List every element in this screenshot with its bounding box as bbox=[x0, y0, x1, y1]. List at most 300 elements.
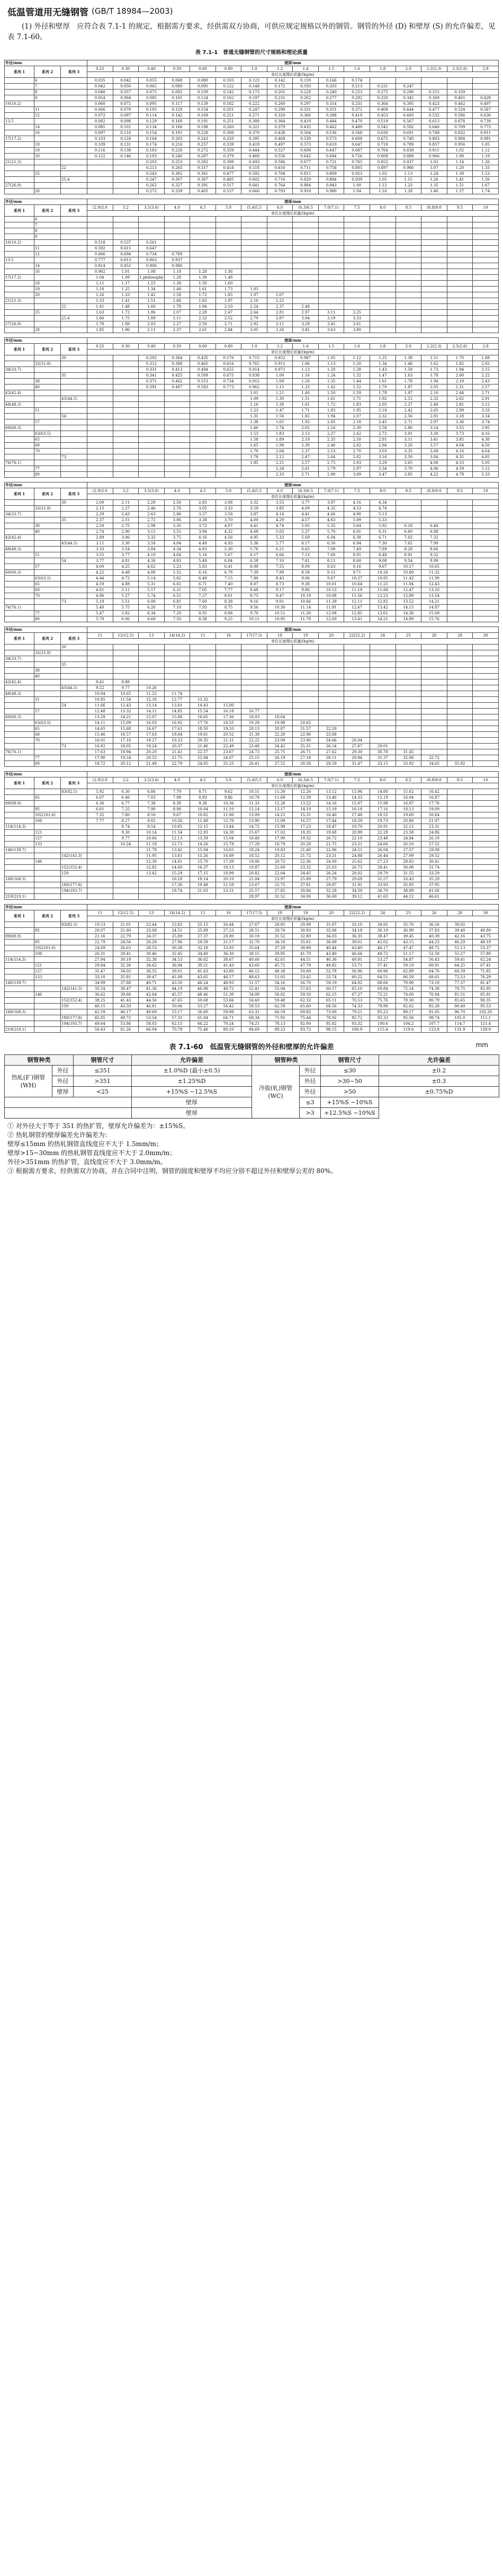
mass-cell bbox=[139, 234, 165, 240]
od-cell bbox=[34, 980, 61, 986]
mass-cell bbox=[447, 662, 473, 668]
table-row bbox=[5, 755, 499, 761]
mass-cell: 8.43 bbox=[267, 576, 293, 582]
od-cell: 30 bbox=[61, 355, 87, 361]
mass-cell: 5.05 bbox=[293, 523, 319, 529]
mass-cell: 2.46 bbox=[318, 443, 344, 449]
mass-cell bbox=[396, 703, 421, 709]
table-row bbox=[5, 101, 499, 107]
mass-cell: 36.55 bbox=[139, 969, 165, 974]
mass-cell bbox=[293, 252, 319, 257]
mass-cell: 6.31 bbox=[164, 587, 190, 593]
mass-cell bbox=[447, 611, 473, 616]
mass-cell: 0.655 bbox=[215, 367, 241, 373]
mass-cell bbox=[267, 269, 293, 275]
mass-cell: 0.962 bbox=[87, 269, 113, 275]
mass-cell: 68.66 bbox=[370, 980, 396, 986]
table-row bbox=[5, 517, 499, 523]
mass-cell: 29.74 bbox=[267, 928, 293, 934]
mass-cell bbox=[447, 316, 473, 321]
mass-cell: 0.939 bbox=[344, 177, 370, 183]
mass-cell: 11.33 bbox=[241, 801, 267, 807]
table-row bbox=[5, 650, 499, 656]
mass-cell: 12.13 bbox=[164, 836, 190, 842]
mass-cell: 10.85 bbox=[164, 824, 190, 830]
wall-thickness-header: 24 bbox=[370, 633, 396, 639]
mass-cell: 0.918 bbox=[293, 189, 319, 194]
mass-cell: 5.30 bbox=[215, 547, 241, 552]
od-cell: 159 bbox=[61, 1004, 87, 1009]
od-cell bbox=[34, 558, 61, 564]
od-cell: 11 bbox=[34, 107, 61, 113]
od-cell: 76(76.1) bbox=[5, 605, 34, 611]
od-cell bbox=[5, 107, 34, 113]
mass-cell: 0.592 bbox=[241, 171, 267, 177]
mass-cell bbox=[113, 431, 139, 437]
mass-cell bbox=[87, 234, 113, 240]
mass-cell bbox=[344, 252, 370, 257]
od-cell bbox=[61, 292, 87, 298]
mass-cell: 21.31 bbox=[215, 738, 241, 744]
od-cell bbox=[61, 523, 87, 529]
mass-cell: 35.54 bbox=[87, 986, 113, 992]
mass-cell: 23.48 bbox=[241, 744, 267, 749]
mass-cell: 1.04 bbox=[344, 189, 370, 194]
mass-cell: 16.18 bbox=[215, 709, 241, 714]
mass-cell bbox=[139, 662, 165, 668]
od-cell bbox=[5, 165, 34, 171]
mass-cell bbox=[447, 709, 473, 714]
mass-cell: 2.75 bbox=[318, 460, 344, 466]
mass-header: 单位长度理论质量/(kg/m) bbox=[87, 783, 499, 789]
wall-thickness-header: 11 bbox=[87, 910, 113, 916]
mass-cell bbox=[344, 281, 370, 287]
mass-cell bbox=[421, 263, 447, 269]
mass-cell: 1.43 bbox=[370, 367, 396, 373]
mass-cell bbox=[293, 281, 319, 287]
mass-cell: 10.18 bbox=[293, 593, 319, 599]
mass-cell: 68.34 bbox=[241, 1015, 267, 1021]
mass-cell: 16.37 bbox=[190, 865, 216, 871]
mass-cell: 14.21 bbox=[267, 812, 293, 818]
mass-cell bbox=[447, 818, 473, 824]
od-cell bbox=[34, 679, 61, 685]
mass-cell: 6.51 bbox=[164, 593, 190, 599]
mass-cell: 25.62 bbox=[344, 859, 370, 865]
mass-cell: 0.980 bbox=[318, 189, 344, 194]
mass-cell: 6.17 bbox=[293, 541, 319, 547]
mass-cell bbox=[344, 726, 370, 732]
mass-cell: 7.05 bbox=[190, 587, 216, 593]
mass-cell bbox=[293, 668, 319, 674]
mass-cell: 76.94 bbox=[421, 992, 447, 998]
mass-cell: 45.72 bbox=[267, 963, 293, 969]
mass-cell bbox=[473, 246, 499, 252]
mass-cell bbox=[473, 674, 499, 679]
mass-cell: 20.52 bbox=[215, 732, 241, 738]
mass-cell: 2.29 bbox=[139, 500, 165, 506]
mass-cell: 1.09 bbox=[241, 396, 267, 402]
mass-cell: 3.95 bbox=[473, 425, 499, 431]
mass-cell: 10.51 bbox=[241, 789, 267, 795]
mass-cell: 0.312 bbox=[139, 361, 165, 367]
od-cell bbox=[5, 928, 34, 934]
mass-cell: 23.21 bbox=[344, 842, 370, 847]
mass-cell bbox=[421, 240, 447, 246]
mass-cell: 1.50 bbox=[318, 390, 344, 396]
mass-cell: 6.00 bbox=[139, 599, 165, 605]
mass-cell: 0.095 bbox=[190, 84, 216, 90]
mass-cell bbox=[113, 437, 139, 443]
mass-cell bbox=[164, 425, 190, 431]
od-cell bbox=[34, 645, 61, 650]
mass-cell: 1.94 bbox=[421, 379, 447, 384]
od-cell: 194(193.7) bbox=[61, 888, 87, 894]
mass-cell bbox=[164, 390, 190, 396]
mass-cell: 4.32 bbox=[318, 506, 344, 512]
od-cell bbox=[34, 512, 61, 517]
mass-cell: 4.04 bbox=[164, 541, 190, 547]
mass-cell: 0.035 bbox=[87, 78, 113, 84]
mass-cell: 4.04 bbox=[447, 443, 473, 449]
tolerance-value: ±1.0%D (最小±0.5) bbox=[132, 1066, 252, 1076]
mass-cell bbox=[421, 310, 447, 316]
od-cell bbox=[34, 744, 61, 749]
mass-cell bbox=[421, 281, 447, 287]
mass-cell: 3.33 bbox=[215, 506, 241, 512]
mass-cell: 1.14 bbox=[447, 159, 473, 165]
mass-cell bbox=[318, 691, 344, 697]
mass-cell bbox=[396, 263, 421, 269]
od-cell: 68 bbox=[34, 732, 61, 738]
mass-cell: 1.16 bbox=[293, 373, 319, 379]
mass-cell bbox=[267, 217, 293, 222]
table-row bbox=[5, 177, 499, 183]
od-cell bbox=[5, 709, 34, 714]
mass-cell: 48.72 bbox=[421, 945, 447, 951]
mass-cell: 0.222 bbox=[241, 101, 267, 107]
mass-cell: 3.55 bbox=[87, 552, 113, 558]
mass-cell: 0.054 bbox=[87, 95, 113, 101]
mass-cell: 50.68 bbox=[190, 998, 216, 1004]
table-row bbox=[5, 367, 499, 373]
mass-cell: 17.02 bbox=[267, 830, 293, 836]
od-cell bbox=[5, 645, 34, 650]
od-cell bbox=[34, 1009, 61, 1015]
mass-cell: 0.247 bbox=[396, 84, 421, 90]
mass-cell: 34.06 bbox=[293, 894, 319, 900]
mass-cell bbox=[396, 217, 421, 222]
mass-cell bbox=[447, 582, 473, 587]
mass-cell bbox=[370, 257, 396, 263]
od-cell bbox=[5, 414, 34, 419]
mass-cell: 2.57 bbox=[473, 384, 499, 390]
mass-cell: 7.30 bbox=[370, 541, 396, 547]
mass-cell bbox=[447, 650, 473, 656]
mass-cell: 13.44 bbox=[215, 824, 241, 830]
mass-cell bbox=[267, 246, 293, 252]
od-cell bbox=[5, 587, 34, 593]
mass-cell: 2.81 bbox=[370, 437, 396, 443]
mass-cell: 62.59 bbox=[267, 1004, 293, 1009]
mass-cell: 0.444 bbox=[396, 107, 421, 113]
mass-cell: 3.15 bbox=[139, 529, 165, 535]
mass-cell: 106.9 bbox=[344, 1027, 370, 1033]
mass-cell: 40.15 bbox=[87, 1004, 113, 1009]
od-cell: 60(60.3) bbox=[5, 425, 34, 431]
mass-cell: 1.13 bbox=[318, 361, 344, 367]
mass-cell bbox=[473, 894, 499, 900]
mass-cell: 0.085 bbox=[139, 95, 165, 101]
series-header-2: 系列 2 bbox=[34, 777, 61, 789]
mass-cell bbox=[421, 656, 447, 662]
od-cell bbox=[61, 587, 87, 593]
table-row bbox=[5, 957, 499, 963]
mass-cell: 56.43 bbox=[87, 1027, 113, 1033]
mass-cell bbox=[370, 709, 396, 714]
mass-cell: 26.44 bbox=[370, 853, 396, 859]
wall-thickness-header: 4.0 bbox=[164, 488, 190, 494]
od-cell: 142(141.3) bbox=[61, 986, 87, 992]
mass-cell bbox=[293, 228, 319, 234]
mass-cell bbox=[370, 714, 396, 720]
table-row bbox=[5, 749, 499, 755]
mass-cell bbox=[164, 662, 190, 668]
mass-cell: 19.53 bbox=[87, 922, 113, 928]
mass-cell: 32.26 bbox=[113, 963, 139, 969]
mass-cell: 6.86 bbox=[139, 789, 165, 795]
dimension-range: <25 bbox=[74, 1087, 132, 1097]
mass-cell bbox=[370, 656, 396, 662]
mass-cell: 4.16 bbox=[447, 449, 473, 454]
mass-cell bbox=[473, 517, 499, 523]
mass-cell: 2.22 bbox=[473, 373, 499, 379]
mass-cell: 2.33 bbox=[267, 472, 293, 478]
mass-cell: 15.67 bbox=[241, 830, 267, 836]
mass-cell: 7.13 bbox=[293, 552, 319, 558]
mass-cell: 2.97 bbox=[344, 466, 370, 472]
mass-cell bbox=[447, 506, 473, 512]
mass-cell: 0.366 bbox=[293, 113, 319, 119]
mass-cell bbox=[164, 437, 190, 443]
mass-cell bbox=[87, 408, 113, 414]
mass-cell: 36.99 bbox=[396, 928, 421, 934]
mass-cell: 0.371 bbox=[139, 379, 165, 384]
mass-cell bbox=[241, 472, 267, 478]
mass-cell: 46.98 bbox=[190, 986, 216, 992]
table-row bbox=[5, 674, 499, 679]
mass-cell bbox=[421, 298, 447, 304]
mass-cell: 10.14 bbox=[139, 830, 165, 836]
od-cell: 21(21.3) bbox=[5, 298, 34, 304]
mass-cell bbox=[318, 668, 344, 674]
mass-cell: 2.32 bbox=[421, 396, 447, 402]
mass-cell: 25.75 bbox=[267, 749, 293, 755]
mass-cell bbox=[447, 685, 473, 691]
mass-cell bbox=[421, 228, 447, 234]
od-cell: 51 bbox=[34, 552, 61, 558]
od-cell bbox=[5, 263, 34, 269]
mass-cell: 3.80 bbox=[344, 327, 370, 333]
table-row bbox=[5, 801, 499, 807]
dimension-kind: 壁厚 bbox=[52, 1087, 74, 1097]
mass-cell: 7.20 bbox=[164, 611, 190, 616]
mass-cell bbox=[396, 506, 421, 512]
mass-cell: 1.62 bbox=[421, 361, 447, 367]
mass-cell: 22.49 bbox=[215, 744, 241, 749]
table-row bbox=[5, 1027, 499, 1033]
mass-cell: 92.33 bbox=[370, 1015, 396, 1021]
mass-cell bbox=[473, 789, 499, 795]
mass-cell: 24.51 bbox=[344, 847, 370, 853]
mass-cell: 5.70 bbox=[87, 616, 113, 622]
mass-cell: 7.77 bbox=[87, 818, 113, 824]
tolerance-header: 允许偏差 bbox=[132, 1055, 252, 1066]
mass-cell: 3.33 bbox=[87, 547, 113, 552]
table-row bbox=[5, 726, 499, 732]
mass-cell: 11.84 bbox=[396, 582, 421, 587]
mass-cell bbox=[447, 674, 473, 679]
table-row bbox=[5, 1004, 499, 1009]
mass-cell: 1.97 bbox=[215, 298, 241, 304]
mass-cell: 75.44 bbox=[293, 1015, 319, 1021]
mass-cell: 3.04 bbox=[293, 316, 319, 321]
mass-cell: 11.14 bbox=[293, 605, 319, 611]
mass-cell bbox=[87, 853, 113, 859]
mass-cell: 38.02 bbox=[447, 922, 473, 928]
mass-cell: 10.04 bbox=[87, 691, 113, 697]
mass-cell bbox=[318, 228, 344, 234]
mass-cell bbox=[473, 257, 499, 263]
mass-cell: 0.240 bbox=[164, 154, 190, 159]
mass-cell: 8.93 bbox=[190, 795, 216, 801]
mass-cell: 59.19 bbox=[318, 980, 344, 986]
mass-cell bbox=[139, 888, 165, 894]
od-cell: 114(114.3) bbox=[5, 824, 34, 830]
mass-cell: 3.05 bbox=[241, 327, 267, 333]
mass-cell bbox=[87, 830, 113, 836]
mass-cell bbox=[344, 304, 370, 310]
mass-cell: 1.25 bbox=[113, 287, 139, 292]
mass-cell bbox=[164, 466, 190, 472]
mass-cell bbox=[87, 189, 113, 194]
od-cell: 30 bbox=[61, 645, 87, 650]
table-row bbox=[5, 616, 499, 622]
mass-cell: 7.32 bbox=[421, 535, 447, 541]
mass-cell bbox=[164, 431, 190, 437]
mass-cell: 0.608 bbox=[344, 136, 370, 142]
od-cell: 68 bbox=[34, 443, 61, 449]
mass-cell: 16.01 bbox=[87, 738, 113, 744]
mass-cell: 29.69 bbox=[344, 876, 370, 882]
mass-cell bbox=[215, 414, 241, 419]
mass-cell bbox=[473, 541, 499, 547]
mass-cell: 41.43 bbox=[190, 969, 216, 974]
mass-cell bbox=[190, 240, 216, 246]
mass-cell bbox=[241, 697, 267, 703]
mass-cell bbox=[87, 668, 113, 674]
mass-cell bbox=[447, 836, 473, 842]
mass-cell: 60.96 bbox=[370, 969, 396, 974]
mass-cell: 1.08 bbox=[139, 269, 165, 275]
mass-cell: 6.56 bbox=[318, 541, 344, 547]
mass-cell bbox=[190, 662, 216, 668]
mass-cell: 0.174 bbox=[139, 142, 165, 148]
mass-cell: 2.58 bbox=[370, 425, 396, 431]
mass-cell: 3.77 bbox=[87, 558, 113, 564]
od-cell bbox=[34, 304, 61, 310]
mass-cell: 23.82 bbox=[164, 922, 190, 928]
mass-cell: 27.18 bbox=[293, 755, 319, 761]
mass-cell: 93.32 bbox=[344, 1021, 370, 1027]
mass-cell bbox=[318, 298, 344, 304]
mass-cell: 2.15 bbox=[473, 367, 499, 373]
wall-thickness-header: 26 bbox=[421, 633, 447, 639]
mass-cell: 31.57 bbox=[370, 876, 396, 882]
mass-cell bbox=[87, 882, 113, 888]
od-cell bbox=[5, 373, 34, 379]
mass-cell: 8.74 bbox=[113, 824, 139, 830]
mass-cell bbox=[267, 674, 293, 679]
mass-cell bbox=[473, 691, 499, 697]
mass-cell: 46.24 bbox=[190, 980, 216, 986]
mass-cell bbox=[447, 726, 473, 732]
mass-cell bbox=[473, 316, 499, 321]
mass-cell: 29.59 bbox=[318, 761, 344, 767]
mass-cell: 2.44 bbox=[447, 390, 473, 396]
mass-cell: 0.042 bbox=[113, 78, 139, 84]
mass-cell bbox=[447, 882, 473, 888]
od-cell: 17(17.2) bbox=[5, 136, 34, 142]
mass-cell: 0.142 bbox=[215, 90, 241, 95]
wall-thickness-header: 1.6 bbox=[344, 66, 370, 72]
od-cell bbox=[5, 281, 34, 287]
mass-cell: 39.61 bbox=[344, 940, 370, 945]
tolerance-header: 钢管尺寸 bbox=[321, 1055, 379, 1066]
wall-thickness-header: 20 bbox=[318, 633, 344, 639]
mass-cell: 0.169 bbox=[190, 113, 216, 119]
mass-cell: 7.60 bbox=[318, 552, 344, 558]
mass-cell: 2.75 bbox=[113, 523, 139, 529]
mass-cell bbox=[473, 656, 499, 662]
mass-cell: 5.14 bbox=[139, 576, 165, 582]
mass-cell: 1.65 bbox=[241, 443, 267, 449]
mass-cell bbox=[293, 257, 319, 263]
mass-cell: 90.35 bbox=[473, 998, 499, 1004]
mass-cell: 4.30 bbox=[473, 437, 499, 443]
mass-cell bbox=[241, 662, 267, 668]
mass-cell: 6.07 bbox=[87, 795, 113, 801]
od-cell bbox=[61, 512, 87, 517]
od-cell: 20 bbox=[34, 292, 61, 298]
mass-cell: 32.45 bbox=[164, 951, 190, 957]
mass-cell bbox=[447, 246, 473, 252]
mass-cell: 6.31 bbox=[370, 529, 396, 535]
mass-cell: 0.160 bbox=[164, 119, 190, 124]
table-row bbox=[5, 183, 499, 189]
mass-cell: 4.57 bbox=[293, 517, 319, 523]
mass-cell: 31.52 bbox=[267, 934, 293, 940]
mass-cell bbox=[447, 222, 473, 228]
mass-cell: 8.38 bbox=[164, 801, 190, 807]
mass-cell: 0.116 bbox=[113, 130, 139, 136]
mass-cell: 72.14 bbox=[396, 986, 421, 992]
table-row bbox=[5, 974, 499, 980]
od-cell: 77 bbox=[34, 611, 61, 616]
empty-cell bbox=[5, 1108, 132, 1119]
mass-cell bbox=[396, 78, 421, 84]
mass-cell: 0.320 bbox=[370, 95, 396, 101]
